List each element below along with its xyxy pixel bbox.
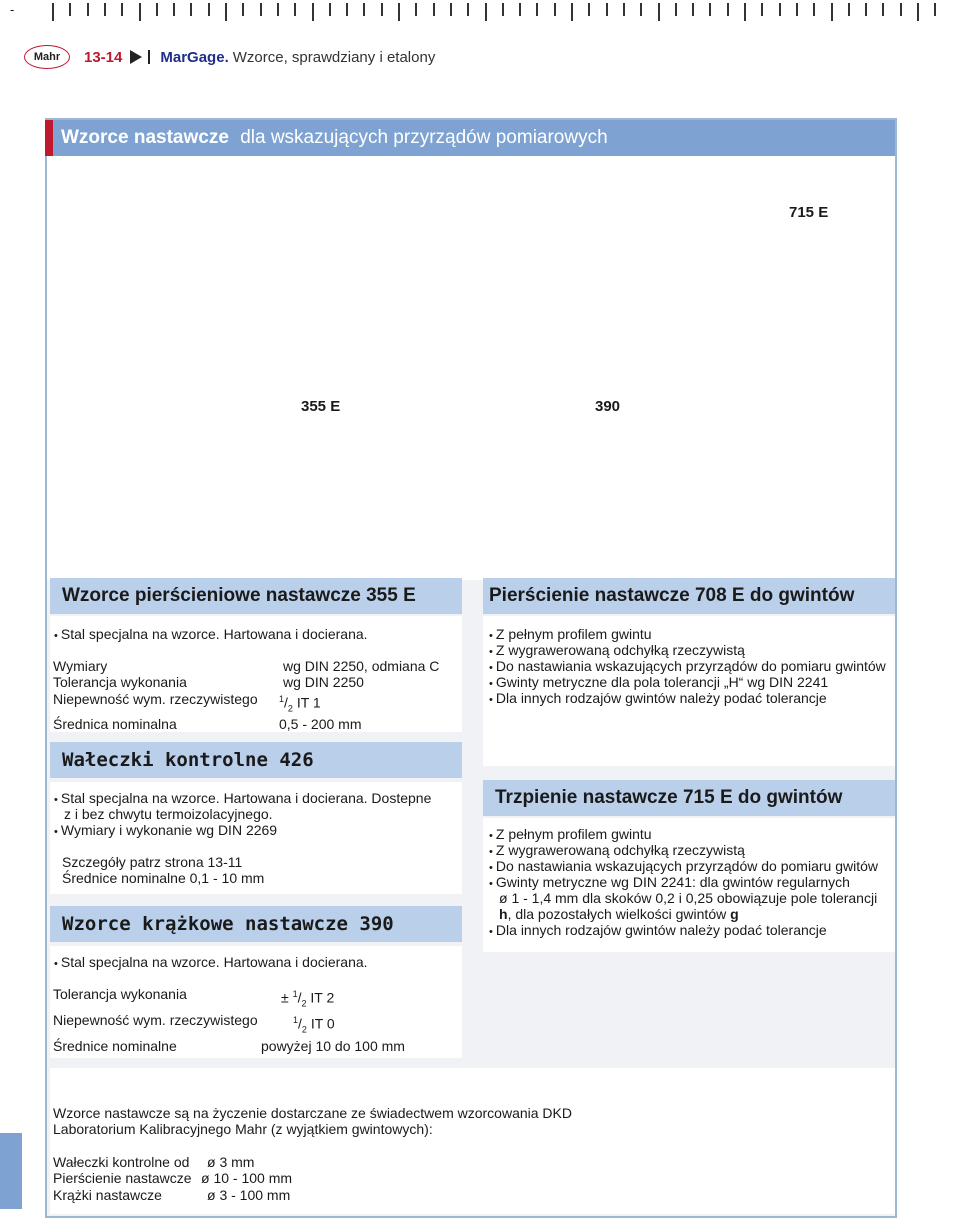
- ruler-tick: [934, 3, 936, 16]
- frac-den: 2: [301, 998, 307, 1009]
- ruler-tick: [848, 3, 850, 16]
- tolerance-g: g: [730, 906, 739, 922]
- content-frame: [45, 118, 897, 1218]
- panel-426: [50, 782, 462, 894]
- ruler-tick: [554, 3, 556, 16]
- bullet-708-1: • Z pełnym profilem gwintu: [489, 626, 652, 644]
- ruler-tick: [225, 3, 227, 21]
- ruler-tick: [675, 3, 677, 16]
- bullet-390-1: • Stal specjalna na wzorce. Hartowana i docierana.: [54, 954, 368, 972]
- spec-value: wg DIN 2250: [283, 674, 364, 691]
- spec-key: Tolerancja wykonania: [53, 674, 187, 691]
- spec-table-390: [53, 986, 405, 1054]
- ruler-tick: [813, 3, 815, 16]
- ruler-tick: [831, 3, 833, 21]
- title-main: Wzorce nastawcze: [61, 127, 229, 148]
- ruler-tick: [917, 3, 919, 21]
- title-bar: [47, 120, 895, 156]
- spec-key: Niepewność wym. rzeczywistego: [53, 690, 258, 707]
- panel-715: [483, 818, 895, 952]
- arrow-right-icon: [130, 50, 142, 64]
- ruler-tick: [571, 3, 573, 21]
- line-426-2: Średnice nominalne 0,1 - 10 mm: [62, 870, 265, 886]
- page-title: [61, 127, 608, 149]
- ruler-strip: [0, 0, 960, 22]
- bullet-715-2: • Z wygrawerowaną odchyłką rzeczywistą: [489, 842, 745, 860]
- cont2-text: , dla pozostałych wielkości gwintów: [507, 906, 727, 922]
- bullet-708-3: • Do nastawiania wskazujących przyrządów do pomiaru gwintów: [489, 658, 886, 676]
- ruler-tick: [139, 3, 141, 21]
- ruler-tick: [52, 3, 54, 21]
- ruler-tick: [121, 3, 123, 16]
- footer-line-2: Laboratorium Kalibracyjnego Mahr (z wyjątkiem gwintowych):: [53, 1121, 433, 1137]
- ruler-tick: [260, 3, 262, 16]
- ruler-tick: [761, 3, 763, 16]
- ruler-tick: [502, 3, 504, 16]
- ruler-tick: [346, 3, 348, 16]
- spec-value: $^1/_2$ IT 1: [279, 693, 321, 714]
- bullet-708-5: • Dla innych rodzajów gwintów należy podać tolerancje: [489, 690, 827, 708]
- product-photo-area: [47, 156, 895, 580]
- ruler-tick: [467, 3, 469, 16]
- mahr-logo: Mahr: [24, 45, 70, 69]
- heading-355: Wzorce pierścieniowe nastawcze 355 E: [50, 578, 462, 614]
- title-sub: dla wskazujących przyrządów pomiarowych: [240, 127, 608, 148]
- bullet-426-1b: z i bez chwytu termoizolacyjnego.: [64, 806, 273, 822]
- bullet-715-3: • Do nastawiania wskazujących przyrządów do pomiaru gwitów: [489, 858, 878, 876]
- footer-value: ø 3 - 100 mm: [207, 1186, 291, 1203]
- panel-390: [50, 946, 462, 1058]
- spec-key: Średnice nominalne: [53, 1037, 177, 1054]
- ruler-tick: [381, 3, 383, 16]
- bullet-715-4: • Gwinty metryczne wg DIN 2241: dla gwintów regularnych: [489, 874, 850, 892]
- footer-key: Wałeczki kontrolne od: [53, 1154, 190, 1170]
- footer-key: Pierścienie nastawcze: [53, 1170, 192, 1187]
- frac-num: 1: [292, 989, 298, 999]
- accent-bar: [45, 120, 53, 156]
- bullet-715-4-cont2: [499, 906, 739, 922]
- frac-den: 2: [301, 1024, 307, 1035]
- footer-key: Krążki nastawcze: [53, 1186, 162, 1203]
- ruler-tick: [640, 3, 642, 16]
- ruler-tick: [294, 3, 296, 16]
- photo-label-390: 390: [595, 398, 621, 415]
- bullet-426-1a: • Stal specjalna na wzorce. Hartowana i docierana. Dostepne: [54, 790, 431, 808]
- ruler-tick: [156, 3, 158, 16]
- spec-value: powyżej 10 do 100 mm: [261, 1037, 405, 1054]
- heading-715: Trzpienie nastawcze 715 E do gwintów: [483, 780, 895, 816]
- ruler-tick: [536, 3, 538, 16]
- photo-label-715: 715 E: [789, 204, 829, 221]
- spec-table-355: [53, 658, 439, 733]
- ruler-tick: [709, 3, 711, 16]
- spec-key: Średnica nominalna: [53, 716, 177, 733]
- spec-value-text: IT 2: [310, 989, 335, 1006]
- ruler-tick: [450, 3, 452, 16]
- ruler-tick: [242, 3, 244, 16]
- line-426-1: Szczegóły patrz strona 13-11: [62, 854, 243, 870]
- divider-bar-icon: [148, 50, 150, 64]
- ruler-tick: [623, 3, 625, 16]
- ruler-tick: [433, 3, 435, 16]
- page-number: 13-14: [84, 48, 123, 66]
- ruler-tick: [208, 3, 210, 16]
- ruler-tick: [779, 3, 781, 16]
- footer-value: ø 10 - 100 mm: [201, 1170, 293, 1187]
- spec-prefix: ±: [281, 989, 289, 1006]
- ruler-tick: [692, 3, 694, 16]
- ruler-tick: [658, 3, 660, 21]
- ruler-tick: [882, 3, 884, 16]
- ruler-tick: [87, 3, 89, 16]
- footer-line-1: Wzorce nastawcze są na życzenie dostarczane ze świadectwem wzorcowania DKD: [53, 1105, 572, 1121]
- heading-426: Wałeczki kontrolne 426: [50, 742, 462, 778]
- ruler-tick: [900, 3, 902, 16]
- bullet-715-1: • Z pełnym profilem gwintu: [489, 826, 652, 844]
- heading-708: Pierścienie nastawcze 708 E do gwintów: [483, 578, 895, 614]
- ruler-tick: [173, 3, 175, 16]
- ruler-tick: [744, 3, 746, 21]
- ruler-tick: [312, 3, 314, 21]
- bullet-426-2: • Wymiary i wykonanie wg DIN 2269: [54, 822, 277, 840]
- ruler-tick: [606, 3, 608, 16]
- ruler-tick: [727, 3, 729, 16]
- footer-table: [53, 1154, 292, 1203]
- ruler-tick: [104, 3, 106, 16]
- spec-value: $^1/_2$ IT 0: [293, 1014, 335, 1035]
- ruler-tick: [519, 3, 521, 16]
- bullet-715-4-cont1: ø 1 - 1,4 mm dla skoków 0,2 i 0,25 obowiązuje pole tolerancji: [499, 890, 878, 906]
- footer-panel: [50, 1068, 895, 1214]
- spec-key: Tolerancja wykonania: [53, 986, 187, 1002]
- bullet-355-1: • Stal specjalna na wzorce. Hartowana i docierana.: [54, 626, 368, 644]
- spec-value: ± $^1/_2$ IT 2: [281, 989, 335, 1009]
- footer-value: ø 3 mm: [207, 1154, 255, 1170]
- ruler-tick: [865, 3, 867, 16]
- photo-label-355: 355 E: [301, 398, 341, 415]
- ruler-tick: [69, 3, 71, 16]
- ruler-tick: [485, 3, 487, 21]
- bullet-708-4: • Gwinty metryczne dla pola tolerancji „H“ wg DIN 2241: [489, 674, 828, 692]
- panel-708: [483, 616, 895, 766]
- brand-name: MarGage.: [160, 48, 229, 66]
- ruler-tick: [329, 3, 331, 16]
- spec-value: wg DIN 2250, odmiana C: [283, 658, 440, 674]
- frac-num: 1: [279, 693, 285, 704]
- bullet-708-2: • Z wygrawerowaną odchyłką rzeczywistą: [489, 642, 745, 660]
- spec-key: Niepewność wym. rzeczywistego: [53, 1011, 258, 1028]
- ruler-tick: [398, 3, 400, 21]
- spec-value-text: IT 0: [310, 1015, 335, 1032]
- page-dash: -: [10, 2, 15, 17]
- side-tab-bar: [0, 1133, 22, 1209]
- spec-value-text: IT 1: [296, 694, 321, 711]
- ruler-tick: [363, 3, 365, 16]
- spec-key: Wymiary: [53, 658, 108, 674]
- ruler-tick: [277, 3, 279, 16]
- header-subtitle: Wzorce, sprawdziany i etalony: [232, 48, 436, 66]
- panel-355: [50, 616, 462, 732]
- tolerance-h: h: [499, 906, 508, 922]
- ruler-tick: [190, 3, 192, 16]
- ruler-tick: [796, 3, 798, 16]
- spec-value: 0,5 - 200 mm: [279, 716, 362, 733]
- frac-num: 1: [293, 1014, 299, 1025]
- heading-390: Wzorce krążkowe nastawcze 390: [50, 906, 462, 942]
- page-header: [24, 44, 435, 70]
- bullet-715-5: • Dla innych rodzajów gwintów należy podać tolerancje: [489, 922, 827, 940]
- ruler-tick: [415, 3, 417, 16]
- frac-den: 2: [287, 703, 293, 714]
- ruler-tick: [588, 3, 590, 16]
